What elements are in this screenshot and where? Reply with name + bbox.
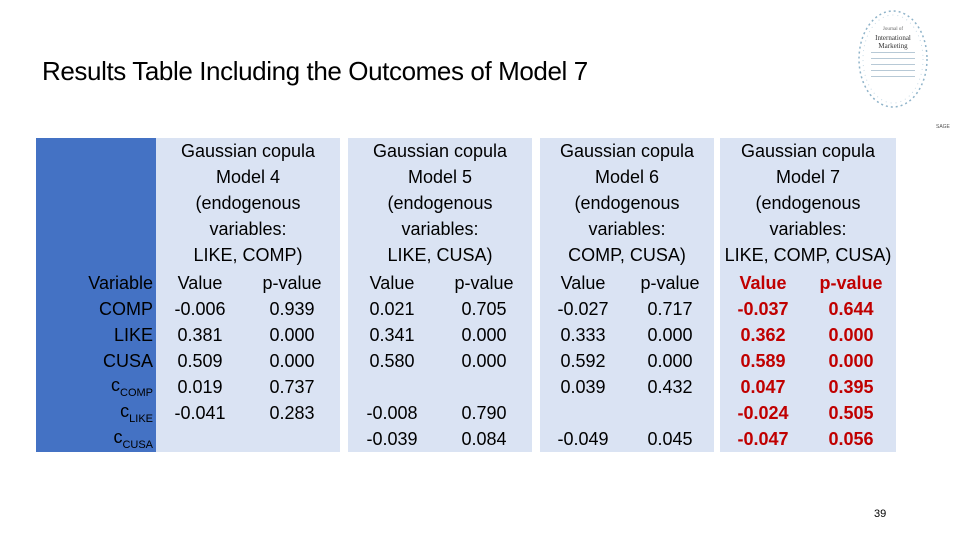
table-row xyxy=(36,400,896,426)
logo-rule xyxy=(871,76,915,77)
pvalue-label: p-value xyxy=(436,270,532,296)
value-cell: 0.381 xyxy=(156,322,244,348)
logo-rule xyxy=(871,58,915,59)
logo-rule xyxy=(871,64,915,65)
value-cell: 0.592 xyxy=(540,348,626,374)
pvalue-cell: 0.000 xyxy=(626,348,714,374)
table-row xyxy=(36,296,896,322)
value-cell xyxy=(348,374,436,400)
value-label: Value xyxy=(348,270,436,296)
value-cell: 0.509 xyxy=(156,348,244,374)
pvalue-cell: 0.283 xyxy=(244,400,340,426)
table-row xyxy=(36,426,896,452)
value-cell: -0.027 xyxy=(540,296,626,322)
value-cell: 0.589 xyxy=(720,348,806,374)
value-cell: -0.047 xyxy=(720,426,806,452)
table-body xyxy=(36,296,896,452)
model-6-header: Gaussian copula Model 6 (endogenous variables: COMP, CUSA) xyxy=(540,138,714,270)
value-cell: -0.006 xyxy=(156,296,244,322)
journal-cover-icon xyxy=(853,4,933,114)
pvalue-cell: 0.395 xyxy=(806,374,896,400)
pvalue-cell: 0.505 xyxy=(806,400,896,426)
value-label: Value xyxy=(540,270,626,296)
table-row xyxy=(36,348,896,374)
value-label: Value xyxy=(156,270,244,296)
pvalue-cell: 0.000 xyxy=(806,322,896,348)
subheader-row xyxy=(36,270,896,296)
row-variable: LIKE xyxy=(36,322,156,348)
value-cell: 0.039 xyxy=(540,374,626,400)
pvalue-cell: 0.000 xyxy=(806,348,896,374)
value-cell: 0.019 xyxy=(156,374,244,400)
model-header-row xyxy=(36,138,896,270)
pvalue-label: p-value xyxy=(806,270,896,296)
value-cell: -0.024 xyxy=(720,400,806,426)
results-table xyxy=(36,138,896,452)
pvalue-cell: 0.939 xyxy=(244,296,340,322)
value-label: Value xyxy=(720,270,806,296)
journal-line1: Journal of xyxy=(882,27,904,32)
pvalue-cell: 0.432 xyxy=(626,374,714,400)
value-cell: -0.049 xyxy=(540,426,626,452)
value-cell xyxy=(540,400,626,426)
pvalue-cell: 0.000 xyxy=(436,322,532,348)
journal-line2: International xyxy=(875,34,911,42)
value-cell xyxy=(156,426,244,452)
publisher-badge: SAGE xyxy=(936,124,950,130)
value-cell: -0.041 xyxy=(156,400,244,426)
pvalue-cell: 0.045 xyxy=(626,426,714,452)
value-cell: 0.021 xyxy=(348,296,436,322)
row-variable: COMP xyxy=(36,296,156,322)
row-variable: $c_{CUSA}$ xyxy=(36,426,156,452)
pvalue-cell xyxy=(626,400,714,426)
row-variable: CUSA xyxy=(36,348,156,374)
page-number: 39 xyxy=(874,508,887,520)
pvalue-cell: 0.056 xyxy=(806,426,896,452)
pvalue-label: p-value xyxy=(626,270,714,296)
variable-header-blank xyxy=(36,138,156,270)
model-7-header: Gaussian copula Model 7 (endogenous variables: LIKE, COMP, CUSA) xyxy=(720,138,896,270)
pvalue-cell xyxy=(436,374,532,400)
pvalue-cell: 0.000 xyxy=(626,322,714,348)
pvalue-cell: 0.705 xyxy=(436,296,532,322)
row-variable: $c_{LIKE}$ xyxy=(36,400,156,426)
row-variable: $c_{COMP}$ xyxy=(36,374,156,400)
journal-cover-logo xyxy=(853,4,933,114)
value-cell: -0.037 xyxy=(720,296,806,322)
pvalue-cell xyxy=(244,426,340,452)
pvalue-cell: 0.644 xyxy=(806,296,896,322)
value-cell: -0.039 xyxy=(348,426,436,452)
pvalue-cell: 0.000 xyxy=(244,348,340,374)
model-5-header: Gaussian copula Model 5 (endogenous variables: LIKE, CUSA) xyxy=(348,138,532,270)
value-cell: 0.047 xyxy=(720,374,806,400)
pvalue-label: p-value xyxy=(244,270,340,296)
table-row xyxy=(36,322,896,348)
journal-logo-text xyxy=(867,26,919,50)
logo-rule xyxy=(871,70,915,71)
pvalue-cell: 0.737 xyxy=(244,374,340,400)
value-cell: 0.341 xyxy=(348,322,436,348)
pvalue-cell: 0.084 xyxy=(436,426,532,452)
value-cell: 0.580 xyxy=(348,348,436,374)
slide-title: Results Table Including the Outcomes of Model 7 xyxy=(42,56,588,86)
value-cell: 0.362 xyxy=(720,322,806,348)
value-cell: -0.008 xyxy=(348,400,436,426)
journal-line3: Marketing xyxy=(878,42,908,50)
table-row xyxy=(36,374,896,400)
model-4-header: Gaussian copula Model 4 (endogenous variables: LIKE, COMP) xyxy=(156,138,340,270)
variable-label: Variable xyxy=(36,270,156,296)
pvalue-cell: 0.717 xyxy=(626,296,714,322)
value-cell: 0.333 xyxy=(540,322,626,348)
pvalue-cell: 0.790 xyxy=(436,400,532,426)
pvalue-cell: 0.000 xyxy=(244,322,340,348)
pvalue-cell: 0.000 xyxy=(436,348,532,374)
logo-rule xyxy=(871,52,915,53)
